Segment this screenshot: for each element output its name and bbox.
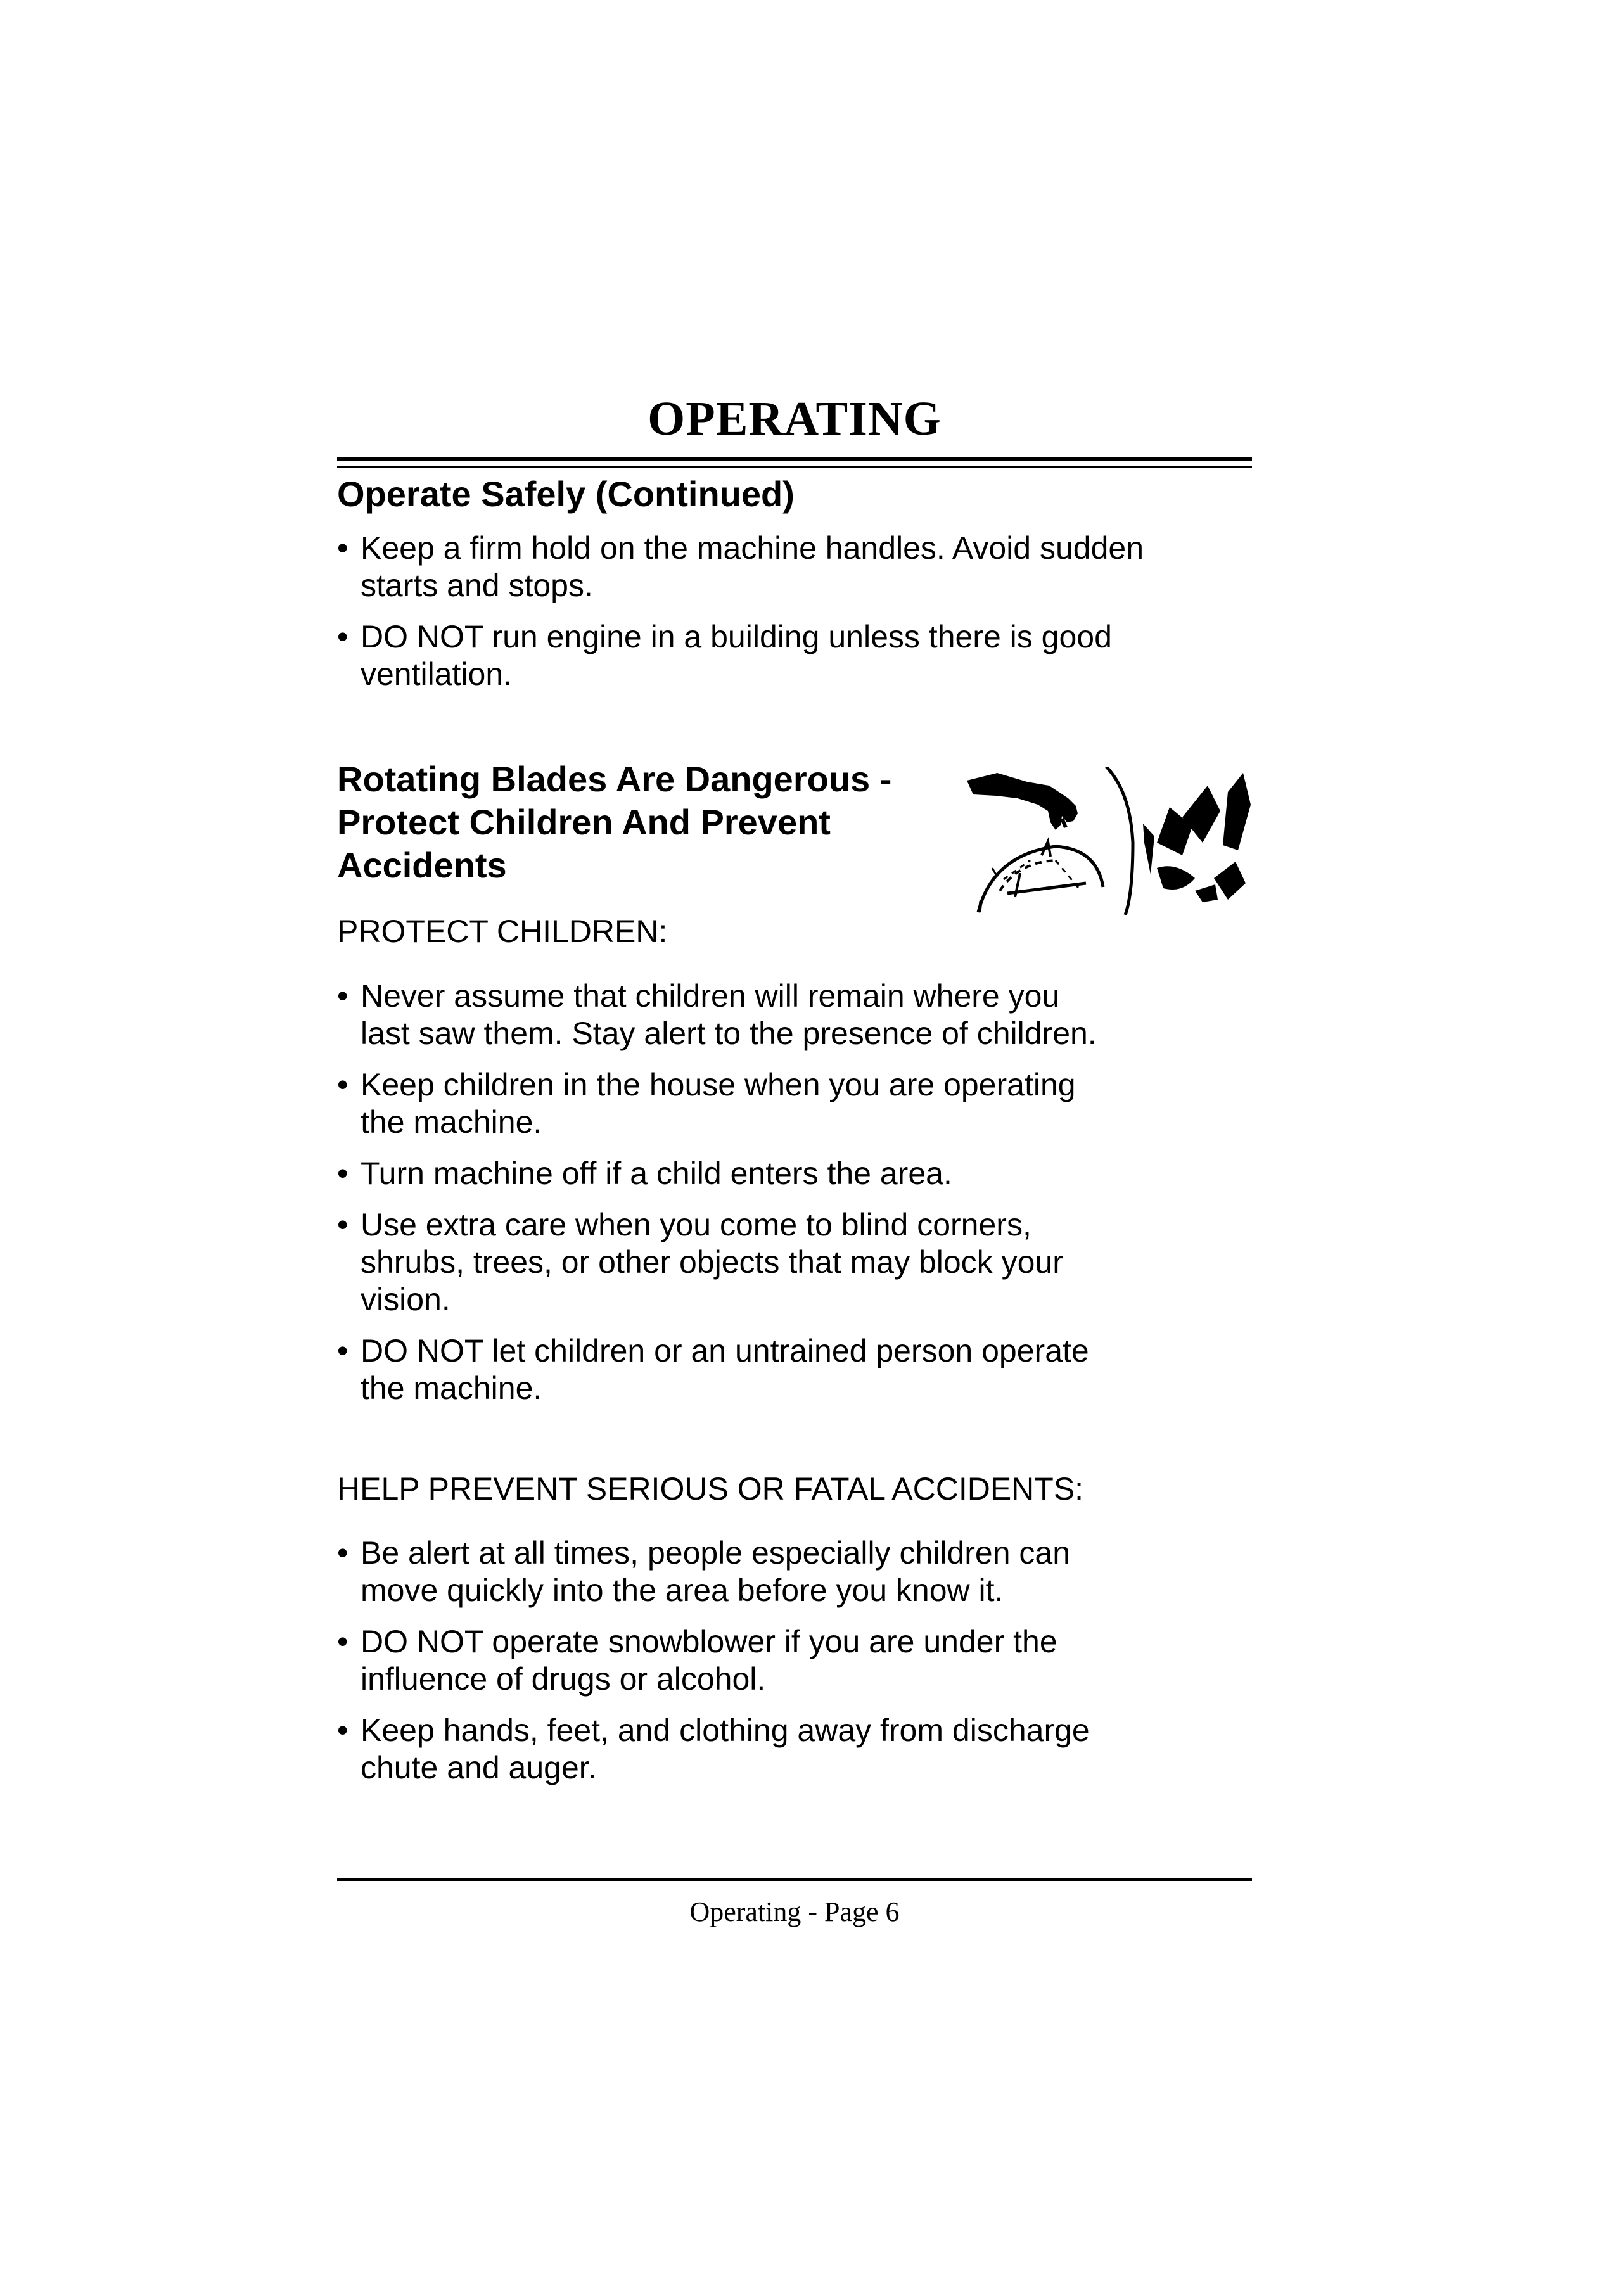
bullet-marker: • (337, 1535, 348, 1571)
title-rule-thick (337, 457, 1252, 461)
prevent-accidents-label: HELP PREVENT SERIOUS OR FATAL ACCIDENTS: (337, 1471, 1084, 1507)
list-item: • Use extra care when you come to blind corners, shrubs, trees, or other objects that may block your vision. (337, 1207, 1063, 1317)
list-item: • Keep a firm hold on the machine handles. Avoid sudden starts and stops. (337, 530, 1144, 603)
list-item: • DO NOT run engine in a building unless there is good ventilation. (337, 619, 1112, 692)
page-footer: Operating - Page 6 (689, 1896, 900, 1927)
operate-safely-heading: Operate Safely (Continued) (337, 474, 795, 514)
bullet-marker: • (337, 1712, 348, 1748)
footer-rule (337, 1878, 1252, 1881)
rotating-blades-heading: Rotating Blades Are Dangerous - Protect Children And Prevent Accidents (337, 759, 892, 885)
list-item: • DO NOT operate snowblower if you are under the influence of drugs or alcohol. (337, 1624, 1057, 1697)
bullet-marker: • (337, 619, 348, 654)
operate-safely-list (337, 530, 1144, 707)
protect-children-label: PROTECT CHILDREN: (337, 914, 668, 949)
list-item: • Be alert at all times, people especially children can move quickly into the area before you know it. (337, 1535, 1071, 1608)
protect-children-list (337, 978, 1097, 1421)
prevent-accidents-list (337, 1534, 1090, 1801)
bullet-marker: • (337, 530, 348, 566)
bullet-marker: • (337, 1156, 348, 1191)
bullet-marker: • (337, 1067, 348, 1102)
list-item: • Turn machine off if a child enters the area. (337, 1156, 952, 1191)
list-item: • DO NOT let children or an untrained person operate the machine. (337, 1333, 1089, 1406)
list-item: • Never assume that children will remain where you last saw them. Stay alert to the presence of children. (337, 978, 1097, 1051)
page-title: OPERATING (648, 392, 942, 445)
bullet-marker: • (337, 1207, 348, 1242)
hand-near-rotating-blade-icon (967, 767, 1252, 925)
list-item: • Keep hands, feet, and clothing away from discharge chute and auger. (337, 1712, 1090, 1785)
bullet-marker: • (337, 978, 348, 1014)
list-item: • Keep children in the house when you are operating the machine. (337, 1067, 1076, 1140)
title-rule-thin (337, 466, 1252, 468)
manual-page (337, 0, 1252, 2296)
bullet-marker: • (337, 1333, 348, 1368)
bullet-marker: • (337, 1624, 348, 1659)
